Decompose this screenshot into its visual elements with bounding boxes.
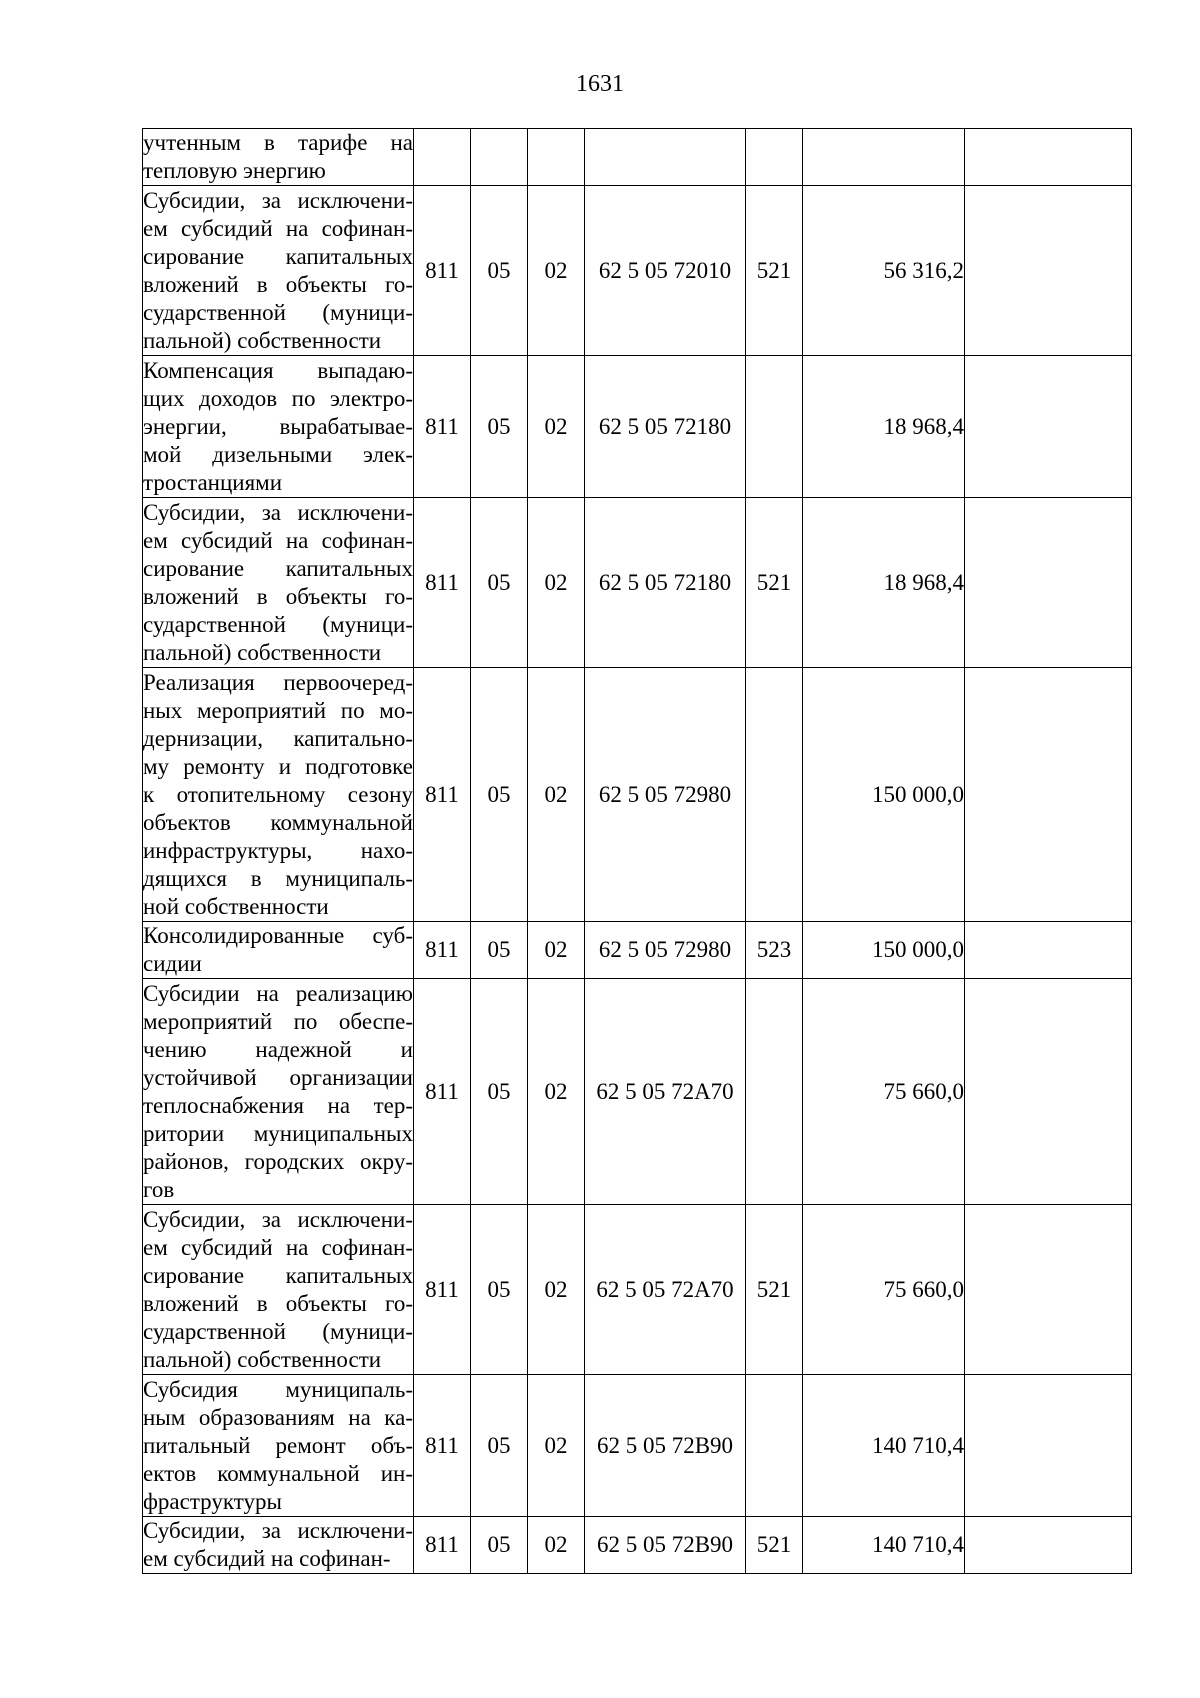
subsection-cell: 02 bbox=[528, 1205, 585, 1375]
name-line: Консолидированные суб- bbox=[143, 923, 413, 948]
name-line: ем субсидий на софинан- bbox=[143, 1546, 391, 1571]
budget-table bbox=[142, 128, 1132, 1574]
grbs-cell: 811 bbox=[414, 1517, 471, 1574]
name-line: пальной) собственности bbox=[143, 327, 382, 353]
section-cell: 05 bbox=[471, 498, 528, 668]
subsection-cell: 02 bbox=[528, 922, 585, 979]
expense-type-cell: 521 bbox=[746, 1517, 803, 1574]
name-line: му ремонту и подготовке bbox=[143, 753, 413, 779]
empty-cell bbox=[965, 1517, 1132, 1574]
row-name-cell bbox=[143, 668, 414, 922]
section-cell: 05 bbox=[471, 1375, 528, 1517]
section-cell: 05 bbox=[471, 356, 528, 498]
empty-cell bbox=[965, 356, 1132, 498]
name-line: энергии, вырабатывае- bbox=[143, 413, 413, 439]
subsection-cell: 02 bbox=[528, 1517, 585, 1574]
name-line: Реализация первоочеред- bbox=[143, 669, 413, 695]
subsection-cell bbox=[528, 129, 585, 186]
subsection-cell: 02 bbox=[528, 1375, 585, 1517]
empty-cell bbox=[965, 498, 1132, 668]
target-article-cell: 62 5 05 72980 bbox=[585, 668, 746, 922]
table-row bbox=[143, 356, 1132, 498]
expense-type-cell: 521 bbox=[746, 498, 803, 668]
subsection-cell: 02 bbox=[528, 356, 585, 498]
grbs-cell: 811 bbox=[414, 922, 471, 979]
target-article-cell bbox=[585, 129, 746, 186]
table-row bbox=[143, 668, 1132, 922]
name-line: к отопительному сезону bbox=[143, 781, 413, 807]
name-line: Субсидии, за исключени- bbox=[143, 1518, 413, 1543]
empty-cell bbox=[965, 1205, 1132, 1375]
expense-type-cell bbox=[746, 979, 803, 1205]
row-name-cell bbox=[143, 1517, 414, 1574]
target-article-cell: 62 5 05 72А70 bbox=[585, 979, 746, 1205]
name-line: Компенсация выпадаю- bbox=[143, 357, 413, 383]
grbs-cell: 811 bbox=[414, 668, 471, 922]
amount-cell: 140 710,4 bbox=[803, 1517, 965, 1574]
row-name-cell bbox=[143, 1205, 414, 1375]
name-line: Субсидия муниципаль- bbox=[143, 1376, 413, 1402]
row-name-cell bbox=[143, 1375, 414, 1517]
name-line: ритории муниципальных bbox=[143, 1120, 413, 1146]
name-line: мероприятий по обеспе- bbox=[143, 1008, 413, 1034]
name-line: инфраструктуры, нахо- bbox=[143, 837, 413, 863]
table-row bbox=[143, 186, 1132, 356]
empty-cell bbox=[965, 1375, 1132, 1517]
row-name-cell bbox=[143, 129, 414, 186]
amount-cell bbox=[803, 129, 965, 186]
expense-type-cell: 523 bbox=[746, 922, 803, 979]
table-row bbox=[143, 498, 1132, 668]
section-cell: 05 bbox=[471, 922, 528, 979]
name-line: гов bbox=[143, 1176, 175, 1202]
name-line: питальный ремонт объ- bbox=[143, 1432, 413, 1458]
table-row bbox=[143, 129, 1132, 186]
name-line: ем субсидий на софинан- bbox=[143, 215, 413, 241]
name-line: вложений в объекты го- bbox=[143, 583, 413, 609]
section-cell: 05 bbox=[471, 1517, 528, 1574]
target-article-cell: 62 5 05 72В90 bbox=[585, 1517, 746, 1574]
name-line: районов, городских окру- bbox=[143, 1148, 413, 1174]
row-name-cell bbox=[143, 922, 414, 979]
amount-cell: 75 660,0 bbox=[803, 1205, 965, 1375]
name-line: мой дизельными элек- bbox=[143, 441, 413, 467]
subsection-cell: 02 bbox=[528, 668, 585, 922]
target-article-cell: 62 5 05 72180 bbox=[585, 498, 746, 668]
name-line: Субсидии на реализацию bbox=[143, 980, 413, 1006]
empty-cell bbox=[965, 922, 1132, 979]
expense-type-cell bbox=[746, 668, 803, 922]
amount-cell: 56 316,2 bbox=[803, 186, 965, 356]
name-line: сидии bbox=[143, 951, 202, 976]
expense-type-cell bbox=[746, 129, 803, 186]
name-line: учтенным в тарифе на bbox=[143, 130, 413, 155]
name-line: сирование капитальных bbox=[143, 243, 413, 269]
page-number: 1631 bbox=[576, 71, 624, 97]
expense-type-cell: 521 bbox=[746, 186, 803, 356]
name-line: пальной) собственности bbox=[143, 1346, 382, 1372]
grbs-cell: 811 bbox=[414, 498, 471, 668]
amount-cell: 150 000,0 bbox=[803, 668, 965, 922]
name-line: ным образованиям на ка- bbox=[143, 1404, 413, 1430]
name-line: устойчивой организации bbox=[143, 1064, 413, 1090]
name-line: Субсидии, за исключени- bbox=[143, 187, 413, 213]
empty-cell bbox=[965, 186, 1132, 356]
name-line: ных мероприятий по мо- bbox=[143, 697, 413, 723]
section-cell: 05 bbox=[471, 186, 528, 356]
amount-cell: 18 968,4 bbox=[803, 356, 965, 498]
table-row bbox=[143, 979, 1132, 1205]
name-line: щих доходов по электро- bbox=[143, 385, 413, 411]
name-line: сударственной (муници- bbox=[143, 1318, 413, 1344]
row-name-cell bbox=[143, 498, 414, 668]
name-line: вложений в объекты го- bbox=[143, 1290, 413, 1316]
name-line: Субсидии, за исключени- bbox=[143, 499, 413, 525]
target-article-cell: 62 5 05 72180 bbox=[585, 356, 746, 498]
name-line: чению надежной и bbox=[143, 1036, 413, 1062]
expense-type-cell bbox=[746, 1375, 803, 1517]
target-article-cell: 62 5 05 72010 bbox=[585, 186, 746, 356]
name-line: фраструктуры bbox=[143, 1488, 282, 1514]
name-line: объектов коммунальной bbox=[143, 809, 413, 835]
section-cell: 05 bbox=[471, 1205, 528, 1375]
name-line: сударственной (муници- bbox=[143, 299, 413, 325]
name-line: тепловую энергию bbox=[143, 158, 326, 183]
grbs-cell: 811 bbox=[414, 356, 471, 498]
grbs-cell: 811 bbox=[414, 979, 471, 1205]
empty-cell bbox=[965, 129, 1132, 186]
amount-cell: 150 000,0 bbox=[803, 922, 965, 979]
empty-cell bbox=[965, 668, 1132, 922]
expense-type-cell: 521 bbox=[746, 1205, 803, 1375]
name-line: сирование капитальных bbox=[143, 1262, 413, 1288]
amount-cell: 18 968,4 bbox=[803, 498, 965, 668]
name-line: дящихся в муниципаль- bbox=[143, 865, 413, 891]
name-line: ем субсидий на софинан- bbox=[143, 1234, 413, 1260]
grbs-cell: 811 bbox=[414, 1205, 471, 1375]
table-row bbox=[143, 1375, 1132, 1517]
name-line: сирование капитальных bbox=[143, 555, 413, 581]
grbs-cell: 811 bbox=[414, 186, 471, 356]
name-line: сударственной (муници- bbox=[143, 611, 413, 637]
row-name-cell bbox=[143, 186, 414, 356]
name-line: теплоснабжения на тер- bbox=[143, 1092, 413, 1118]
target-article-cell: 62 5 05 72В90 bbox=[585, 1375, 746, 1517]
name-line: ной собственности bbox=[143, 893, 329, 919]
name-line: Субсидии, за исключени- bbox=[143, 1206, 413, 1232]
table-row bbox=[143, 1205, 1132, 1375]
name-line: ем субсидий на софинан- bbox=[143, 527, 413, 553]
subsection-cell: 02 bbox=[528, 186, 585, 356]
name-line: тростанциями bbox=[143, 469, 283, 495]
name-line: дернизации, капитально- bbox=[143, 725, 413, 751]
amount-cell: 75 660,0 bbox=[803, 979, 965, 1205]
subsection-cell: 02 bbox=[528, 979, 585, 1205]
name-line: ектов коммунальной ин- bbox=[143, 1460, 413, 1486]
expense-type-cell bbox=[746, 356, 803, 498]
section-cell bbox=[471, 129, 528, 186]
name-line: пальной) собственности bbox=[143, 639, 382, 665]
row-name-cell bbox=[143, 356, 414, 498]
table-body bbox=[143, 129, 1132, 1574]
target-article-cell: 62 5 05 72А70 bbox=[585, 1205, 746, 1375]
row-name-cell bbox=[143, 979, 414, 1205]
table-row bbox=[143, 1517, 1132, 1574]
empty-cell bbox=[965, 979, 1132, 1205]
grbs-cell bbox=[414, 129, 471, 186]
subsection-cell: 02 bbox=[528, 498, 585, 668]
name-line: вложений в объекты го- bbox=[143, 271, 413, 297]
amount-cell: 140 710,4 bbox=[803, 1375, 965, 1517]
section-cell: 05 bbox=[471, 668, 528, 922]
target-article-cell: 62 5 05 72980 bbox=[585, 922, 746, 979]
section-cell: 05 bbox=[471, 979, 528, 1205]
grbs-cell: 811 bbox=[414, 1375, 471, 1517]
table-row bbox=[143, 922, 1132, 979]
